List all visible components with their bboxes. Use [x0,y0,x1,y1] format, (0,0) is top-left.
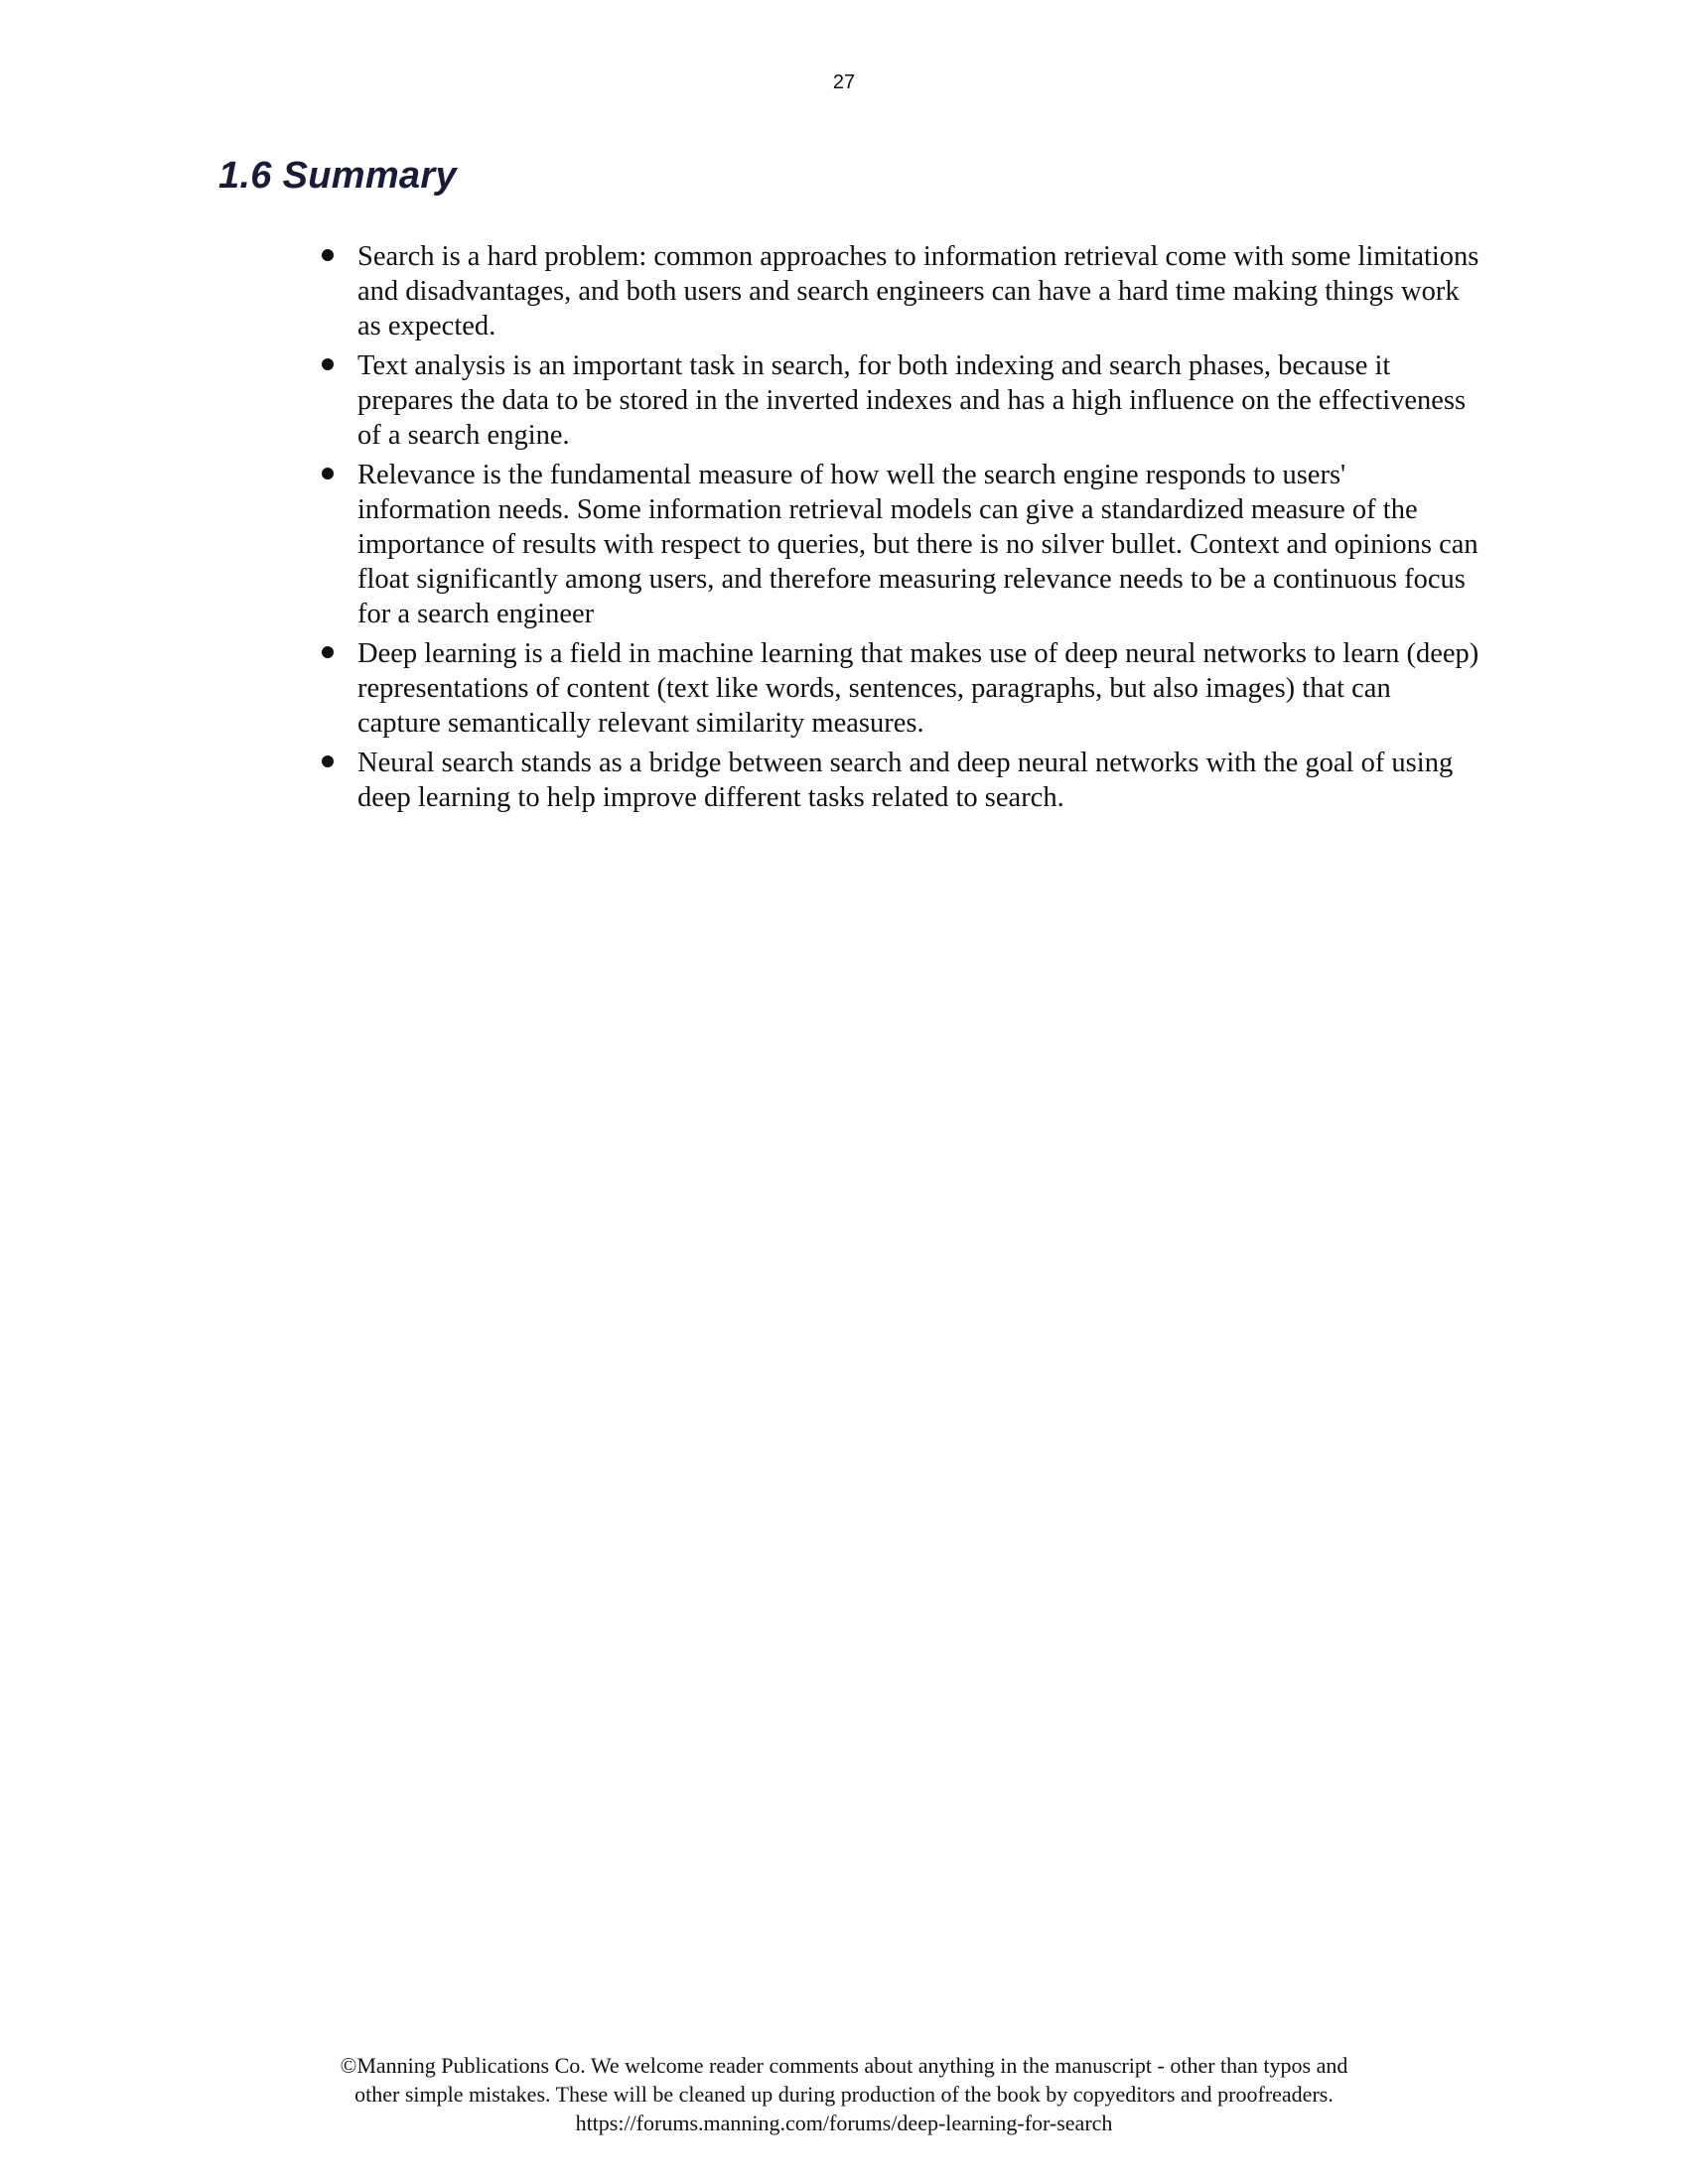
summary-list [357,239,1479,820]
list-item-text: Neural search stands as a bridge between search and deep neural networks with the goal of using deep learning to help improve different tasks related to search. [357,748,1454,813]
list-item [357,458,1479,631]
bullet-icon [322,249,334,261]
footer-notice-line: other simple mistakes. These will be cleaned up during production of the book by copyeditors and proofreaders. [354,2082,1334,2107]
list-item-text: Relevance is the fundamental measure of how well the search engine responds to users' information needs. Some information retrieval models can give a standardized measure of the importance of results with respect to queries, but there is no silver bullet. Context and opinions can float significantly among users, and therefore measuring relevance needs to be a continuous focus for a search engineer [357,460,1478,629]
bullet-icon [322,755,334,767]
page-footer [0,2051,1688,2137]
list-item-text: Text analysis is an important task in search, for both indexing and search phases, because it prepares the data to be stored in the inverted indexes and has a high influence on the effectiveness of a search engine. [357,350,1467,451]
list-item-text: Search is a hard problem: common approaches to information retrieval come with some limitations and disadvantages, and both users and search engineers can have a hard time making things work as expected. [357,241,1479,341]
bullet-icon [322,646,334,658]
bullet-icon [322,468,334,479]
list-item [357,636,1479,741]
list-item-text: Deep learning is a field in machine learning that makes use of deep neural networks to learn (deep) representations of content (text like words, sentences, paragraphs, but also images) that can capture semantically relevant similarity measures. [357,638,1479,739]
list-item [357,348,1479,453]
footer-copyright-line: ©Manning Publications Co. We welcome reader comments about anything in the manuscript - other than typos and [340,2053,1348,2078]
page-number: 27 [832,71,856,93]
list-item [357,239,1479,343]
section-heading: 1.6 Summary [218,155,457,197]
list-item [357,746,1479,815]
bullet-icon [322,358,334,370]
footer-forum-link[interactable]: https://forums.manning.com/forums/deep-learning-for-search [575,2111,1113,2135]
